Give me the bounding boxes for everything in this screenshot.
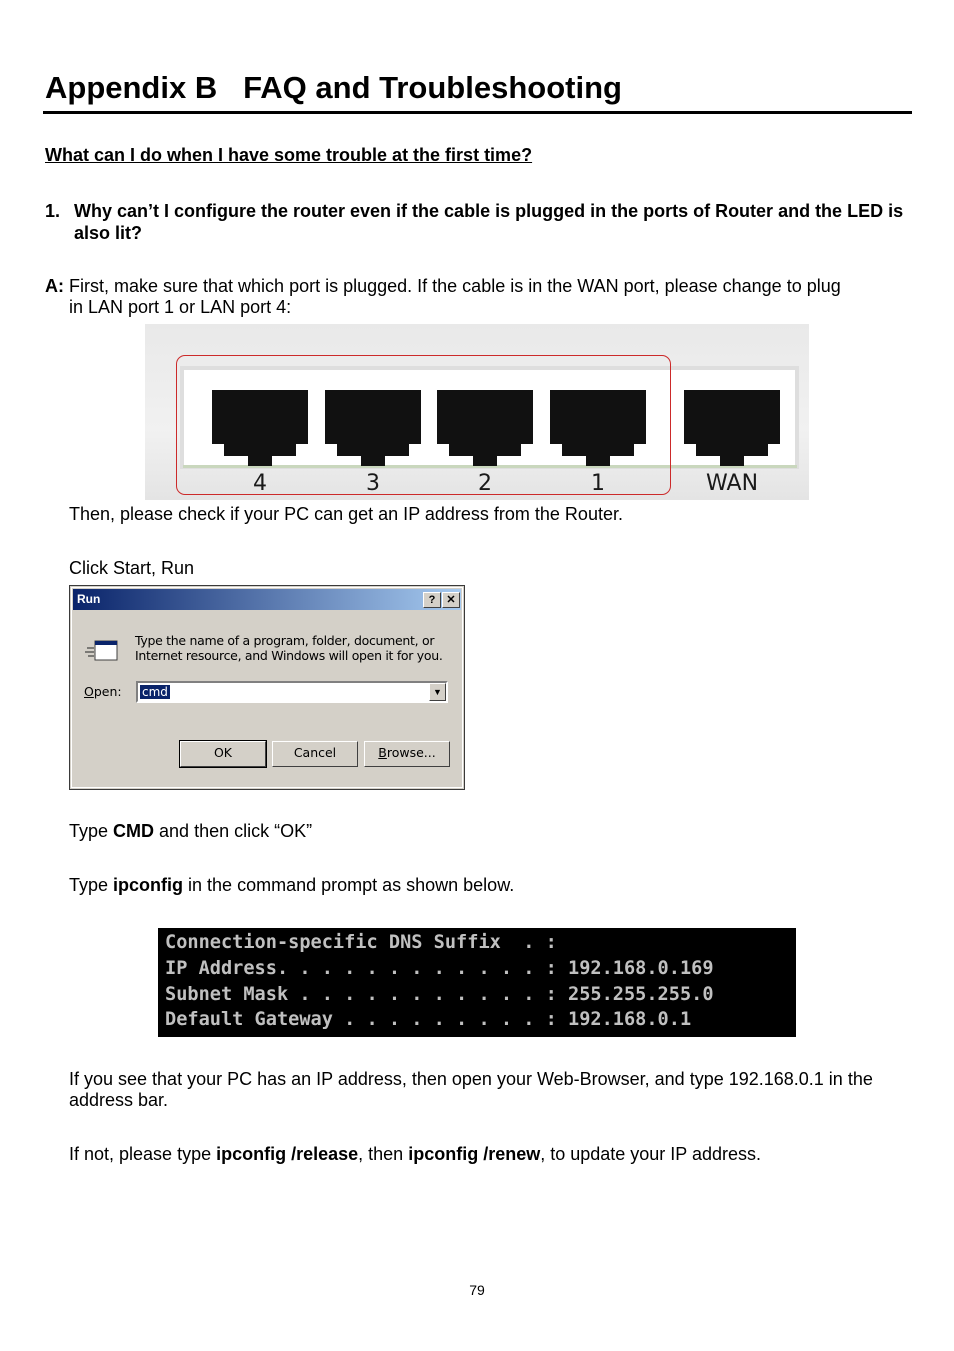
console-line: Subnet Mask . . . . . . . . . . . : 255.255.255.0 [165, 983, 714, 1005]
run-title: Run [77, 592, 101, 606]
router-ports-image [145, 324, 809, 500]
port-label: 2 [478, 471, 492, 496]
check-ip-text: Then, please check if your PC can get an IP address from the Router. [69, 504, 623, 524]
open-label: Open: [84, 684, 122, 699]
question-text: Why can’t I configure the router even if the cable is plugged in the ports of Router and the LED is also lit? [74, 201, 904, 243]
page-number: 79 [469, 1282, 485, 1298]
close-button[interactable]: ✕ [442, 592, 460, 608]
run-dialog [69, 585, 465, 790]
faq-answer [45, 276, 910, 318]
answer-label: A: [45, 276, 64, 296]
port-label-wan: WAN [705, 471, 759, 496]
cancel-button[interactable]: Cancel [272, 741, 358, 767]
run-description: Type the name of a program, folder, document, or Internet resource, and Windows will open it for you. [135, 633, 443, 663]
help-button[interactable]: ? [423, 592, 441, 608]
console-line: IP Address. . . . . . . . . . . . : 192.168.0.169 [165, 957, 714, 979]
type-cmd-text: Type CMD and then click “OK” [69, 821, 313, 841]
command-prompt-output [158, 928, 796, 1037]
page-title: Appendix B FAQ and Troubleshooting [45, 70, 622, 105]
wan-port [684, 390, 780, 466]
run-titlebar [73, 589, 461, 610]
open-input-value: cmd [142, 685, 168, 699]
console-line: Default Gateway . . . . . . . . . : 192.168.0.1 [165, 1009, 692, 1031]
type-ipconfig-text: Type ipconfig in the command prompt as shown below. [69, 875, 515, 895]
chevron-down-icon[interactable]: ▼ [429, 683, 446, 701]
lan-ports-highlight [176, 355, 671, 495]
console-line: Connection-specific DNS Suffix . : [165, 932, 557, 953]
open-input[interactable] [136, 681, 448, 703]
click-start-text: Click Start, Run [69, 558, 195, 578]
answer-line-1: First, make sure that which port is plugged. If the cable is in the WAN port, please change to plug [64, 276, 841, 296]
answer-line-2: in LAN port 1 or LAN port 4: [69, 297, 292, 317]
if-not-text: If not, please type ipconfig /release, then ipconfig /renew, to update your IP address. [69, 1144, 762, 1164]
port-label: 4 [253, 471, 267, 496]
section-subheading: What can I do when I have some trouble at the first time? [45, 145, 533, 165]
question-number: 1. [45, 201, 61, 221]
run-icon [85, 638, 119, 664]
ok-button[interactable]: OK [180, 741, 266, 767]
title-rule [43, 111, 912, 114]
browse-button[interactable]: Browse... [364, 741, 450, 767]
if-ip-text: If you see that your PC has an IP address, then open your Web-Browser, and type 192.168.0.1 in the address bar. [69, 1069, 873, 1110]
port-label: 1 [591, 471, 605, 496]
port-label: 3 [366, 471, 380, 496]
